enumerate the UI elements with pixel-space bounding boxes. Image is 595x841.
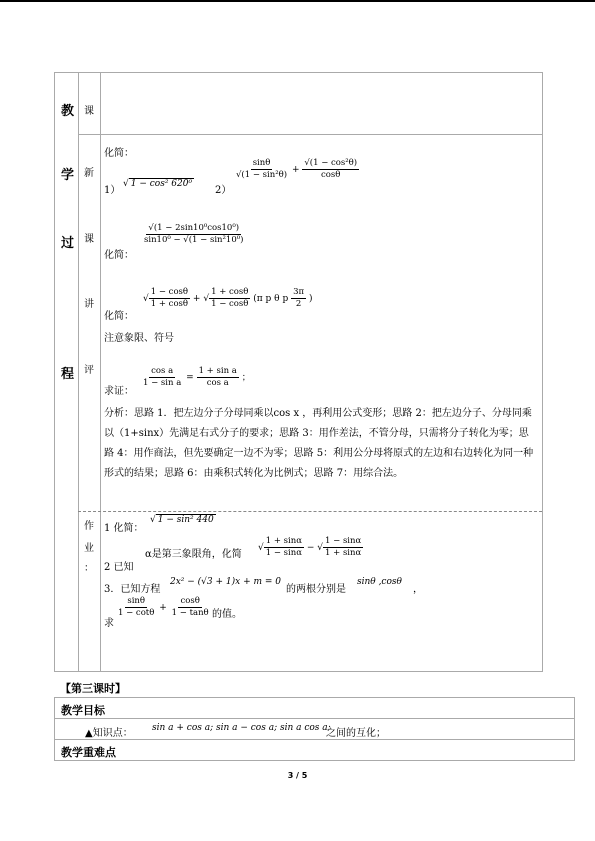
keypoints-title: 教学重难点 (61, 746, 116, 759)
analysis-paragraph: 分析：思路 1．把左边分子分母同乘以cos x ，再利用公式变形；思路 2：把左边分子、分母同乘以（1+sinx）先满足右式分子的要求；思路 3：用作差法，不管分母，只需将分子转化为零；思路 4：用作商法，但先要确定一边不为零；思路 5：利用公分母将原式的左边和右边转化为同一种形式的结果；思路 6：由乘积式转化为比例式；思路 7：用综合法。 (104, 408, 534, 479)
row-divider-2 (78, 511, 542, 512)
homework-3-prefix: 3．已知方程 (104, 584, 161, 595)
homework-1-prefix: 1 化简： (104, 523, 144, 534)
exercise-item1-prefix: 1） (104, 185, 121, 196)
homework-1-expr: √ 1 − sin² 440 (150, 515, 214, 525)
homework-3b-expr: $\frac{\sin\theta}{1 - \cot\theta}$ + $\frac{\cos\theta}{1 - \tan\theta}$ (118, 596, 209, 618)
homework-3-equation: 2x² − (√3 + 1)x + m = 0 (170, 577, 282, 587)
homework-3-mid: 的两根分别是 (286, 584, 346, 595)
goals-content-row (54, 718, 575, 740)
homework-label-3: ： (84, 563, 94, 574)
homework-2-text: α是第三象限角，化简 (145, 549, 242, 560)
side-label-4: 程 (61, 367, 75, 382)
homework-2-expr: √ $\frac{1 + \sin\alpha}{1 - \sin\alpha}$ − √ $\frac{1 - \sin\alpha}{1 + \sin\alpha}$ (258, 536, 362, 558)
prove-expr: $\frac{\text{cos a}}{\text{1 − sin a}}$ = $\frac{\text{1 + sin a}}{\text{cos a}}$ ； (143, 366, 251, 388)
sub-label-1: 课 (84, 106, 94, 117)
simplify3-expr: √ $\frac{1 - \cos\theta}{1 + \cos\theta}$ + √ $\frac{1 + \cos\theta}{1 - \cos\theta}$ (π p θ p $\frac{3\pi}{2}$ ) (143, 287, 313, 309)
goals-title-row (54, 697, 575, 719)
exercise-heading: 化简： (104, 148, 134, 159)
side-label-2: 学 (61, 168, 75, 183)
side-label-3: 过 (61, 236, 75, 251)
col-divider-2 (100, 73, 101, 671)
sub-label-2: 新 (84, 168, 94, 179)
goals-title: 教学目标 (61, 704, 105, 717)
page-number: 3 / 5 (287, 771, 308, 780)
prove-label: 求证： (104, 386, 134, 397)
homework-2-prefix: 2 已知 (104, 562, 134, 573)
homework-3b-end: 的值。 (212, 609, 242, 620)
col-divider-1 (78, 73, 79, 671)
homework-3-roots: sinθ ,cosθ (357, 577, 402, 587)
side-label-1: 教 (61, 104, 75, 119)
lesson3-heading: 【第三课时】 (60, 682, 126, 695)
simplify3-label: 化简： (104, 311, 134, 322)
sub-label-5: 评 (84, 365, 94, 376)
goals-marker: ▲知识点： (85, 728, 133, 739)
simplify2-expr: $\frac{\text{√(1 − 2sin10⁰cos10⁰)}}{\text{sin10⁰ − √(1 − sin²10⁰)}}$ (144, 223, 244, 245)
top-rule (0, 0, 595, 2)
keypoints-row (54, 739, 575, 761)
homework-3-end: ， (413, 584, 423, 595)
homework-label-1: 作 (84, 521, 94, 532)
row-divider-1 (78, 134, 542, 135)
goals-suffix: 之间的互化； (326, 728, 386, 739)
simplify2-label: 化简： (104, 250, 134, 261)
homework-label-2: 业 (84, 543, 94, 554)
goals-expr: sin a + cos a; sin a − cos a; sin a cos a; (152, 723, 331, 733)
note-text: 注意象限、符号 (104, 333, 174, 344)
exercise-item2-prefix: 2） (215, 185, 232, 196)
sub-label-3: 课 (84, 234, 94, 245)
lesson3-table (54, 697, 575, 761)
homework-3b-prefix: 求 (104, 618, 114, 629)
exercise-item2-expr: $\frac{\sin\theta}{\text{√(1 − sin²θ)}}$ + $\frac{\text{√(1 − cos²θ)}}{\cos\theta}$ (236, 158, 358, 180)
exercise-item1-expr: √ 1 − cos² 620⁰ (123, 179, 193, 189)
sub-label-4: 讲 (84, 299, 94, 310)
